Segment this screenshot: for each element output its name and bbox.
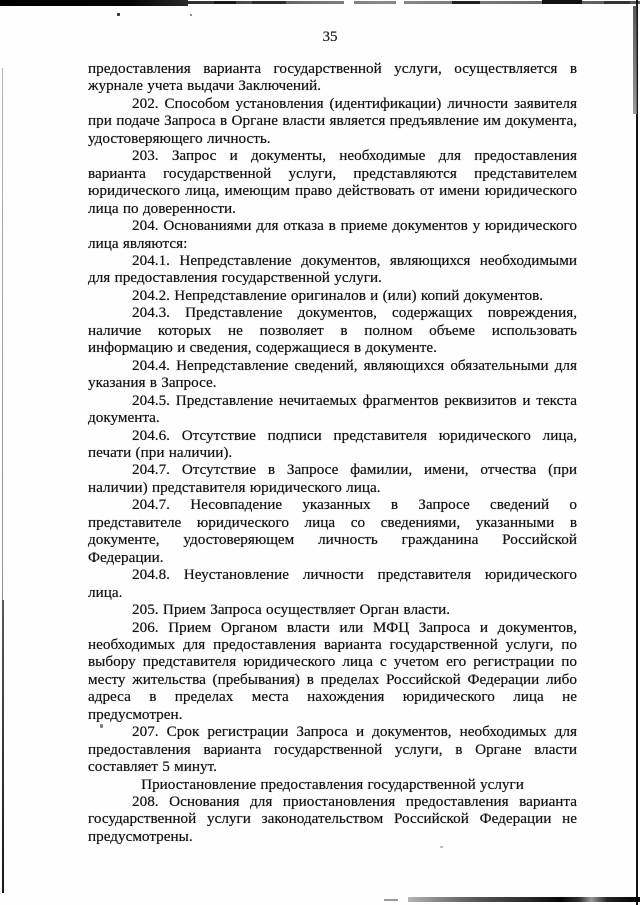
scan-artifact-gap [396, 0, 404, 5]
paragraph: 204.7. Несовпадение указанных в Запросе сведений о представителе юридического лица со сведениями, указанными в документе, удостоверяющем личность гражданина Российской Федерации. [88, 496, 577, 566]
scan-artifact-top-left-bar [0, 0, 188, 6]
scan-artifact-left-edge [2, 68, 3, 600]
scan-artifact-right-edge-top [633, 6, 637, 114]
paragraph: 204.1. Непредставление документов, являющихся необходимыми для предоставления государственной услуги. [88, 251, 577, 287]
paragraph: 204.5. Представление нечитаемых фрагментов реквизитов и текста документа. [88, 391, 577, 427]
paragraph: 204. Основаниями для отказа в приеме документов у юридического лица являются: [88, 217, 577, 252]
paragraph: 206. Прием Органом власти или МФЦ Запроса и документов, необходимых для предоставления варианта государственной услуги, по выбору представителя юридического лица с учетом его регистрации по месту жительства (пребывания) в пределах Российской Федерации либо адреса в пределах места нахождения юридического лица не предусмотрен. [88, 618, 577, 723]
scan-artifact-right-edge [636, 0, 638, 905]
scan-artifact-top-edge [0, 1, 640, 4]
paragraph: 205. Прием Запроса осуществляет Орган власти. [132, 601, 451, 619]
scan-artifact-dash [384, 899, 398, 901]
paragraph: 207. Срок регистрации Запроса и документов, необходимых для предоставления варианта государственной услуги, в Органе власти составляет 5 минут. [88, 723, 577, 776]
document-body [88, 60, 577, 845]
scan-artifact-dash [214, 1, 236, 4]
scan-speck [440, 846, 443, 848]
scan-artifact-gap [344, 0, 354, 5]
scan-speck [117, 13, 120, 16]
paragraph: 204.3. Представление документов, содержащих повреждения, наличие которых не позволяет в полном объеме использовать информацию и сведения, содержащиеся в документе. [88, 304, 577, 357]
paragraph: 204.8. Неустановление личности представителя юридического лица. [88, 566, 577, 601]
section-heading: Приостановление предоставления государственной услуги [141, 775, 524, 793]
paragraph: 204.4. Непредставление сведений, являющихся обязательными для указания в Запросе. [88, 356, 577, 392]
paragraph: 202. Способом установления (идентификации) личности заявителя при подаче Запроса в Органе власти является предъявление им документа, удостоверяющего личность. [88, 94, 577, 147]
page-number: 35 [322, 29, 338, 45]
paragraph: 204.2. Непредставление оригиналов и (или) копий документов. [132, 286, 544, 304]
paragraph: 204.7. Отсутствие в Запросе фамилии, имени, отчества (при наличии) представителя юридического лица. [88, 461, 577, 496]
scan-speck [190, 14, 192, 16]
scan-artifact-left-edge-bottom [2, 600, 4, 893]
paragraph: предоставления варианта государственной услуги, осуществляется в журнале учета выдачи Заключений. [88, 60, 577, 95]
paragraph: 208. Основания для приостановления предоставления варианта государственной услуги законодательством Российской Федерации не предусмотрены. [88, 793, 577, 845]
scan-artifact-dash [604, 1, 630, 4]
scan-artifact-dash [252, 1, 286, 4]
paragraph: 203. Запрос и документы, необходимые для предоставления варианта государственной услуги, представляются представителем юридического лица, имеющим право действовать от имени юридического лица по доверенности. [88, 147, 577, 217]
paragraph: 204.6. Отсутствие подписи представителя юридического лица, печати (при наличии). [88, 426, 577, 461]
scan-artifact-dash [452, 1, 480, 4]
scan-artifact-bottom-edge [408, 897, 640, 902]
scan-artifact-dash [542, 0, 582, 4]
